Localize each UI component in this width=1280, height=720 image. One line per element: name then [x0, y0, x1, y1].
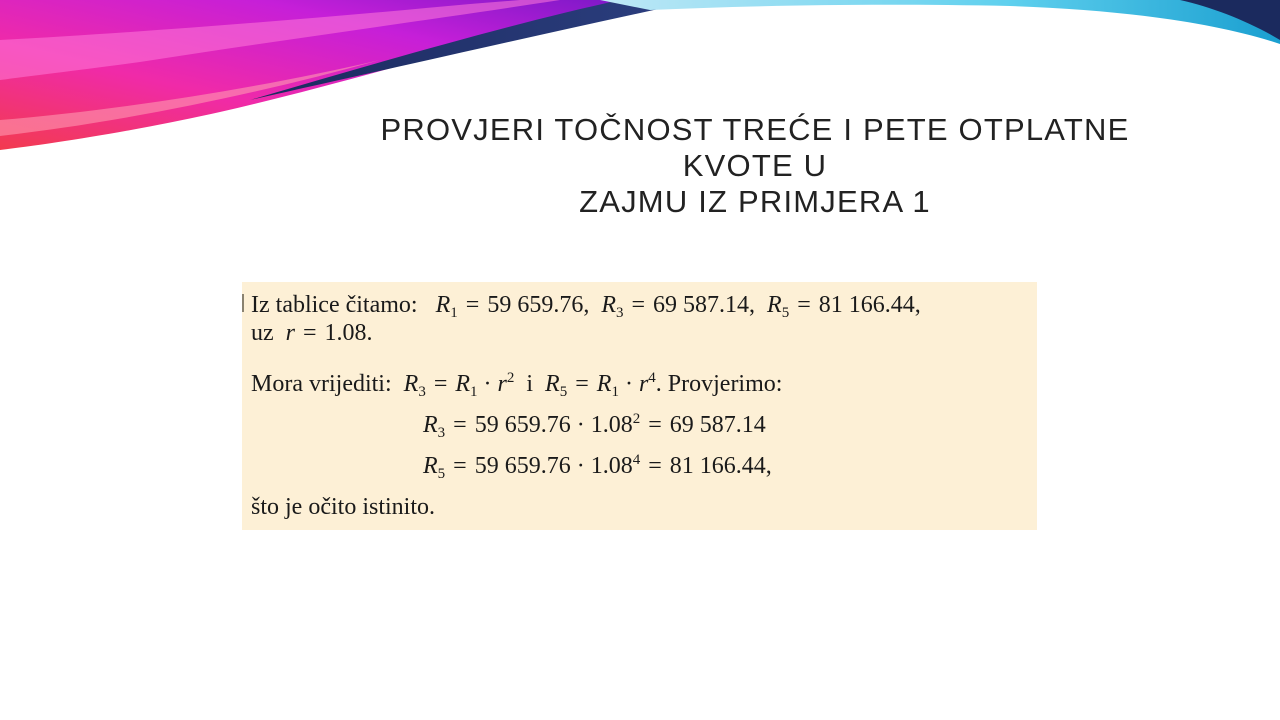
eq1-exponent: 2	[632, 411, 641, 427]
r1-variable: R	[435, 292, 451, 318]
rate-value: 1.08	[324, 320, 367, 346]
r3-value: 69 587.14	[653, 292, 750, 318]
equation-r5: $R_5 = 59$ $659.76 \cdot 1.08^4 = 81$ 166.44,	[423, 452, 772, 482]
intro-text: Iz tablice čitamo:	[251, 292, 418, 318]
eq1-factor: 1.08	[590, 412, 633, 438]
exponent-2: 2	[506, 370, 515, 386]
condition-line: Mora vrijediti: $R_3 = R_1 \cdot r^2$ i $R_5 = R_1 \cdot r^4$. Provjerimo:	[251, 370, 783, 400]
eq1-variable: R	[423, 412, 438, 438]
exponent-4: 4	[648, 370, 656, 386]
eq2-result: 81 166.44,	[669, 453, 772, 479]
r5-variable: R	[767, 292, 782, 318]
eq2-base: 59 659.76	[474, 453, 571, 479]
eq2-factor: 1.08	[590, 453, 633, 479]
box-edge-mark	[242, 294, 244, 312]
eq1-result: 69 587.14	[669, 412, 766, 438]
rate-line: uz r = 1.08.	[251, 320, 373, 346]
r1-value: 59 659.76	[487, 292, 584, 318]
r5-subscript: 5	[781, 305, 790, 321]
rate-variable: r	[285, 320, 295, 346]
solution-box	[242, 282, 1037, 530]
r3-variable: R	[601, 292, 616, 318]
eq1-base: 59 659.76	[474, 412, 571, 438]
condition-intro: Mora vrijediti:	[251, 371, 392, 397]
slide-title-line-2: ZAJMU IZ PRIMJERA 1	[579, 184, 931, 219]
equation-r3: $R_3 = 59$ $659.76 \cdot 1.08^2 = 69$ 587.14	[423, 411, 766, 441]
condition-outro: . Provjerimo:	[655, 371, 783, 397]
r3-subscript: 3	[615, 305, 624, 321]
eq2-subscript: 5	[437, 466, 446, 482]
r1-subscript: 1	[450, 305, 458, 321]
uz-text: uz	[251, 320, 274, 346]
slide-title	[330, 112, 1180, 220]
r5-value: 81 166.44	[818, 292, 915, 318]
table-values-line: Iz tablice čitamo: $R_1 = 59$ 659.76, $R_3 = 69$ 587.14, $R_5 = 81$ 166.44,	[251, 292, 921, 321]
eq2-exponent: 4	[632, 452, 641, 468]
conclusion-text: što je očito istinito.	[251, 494, 435, 520]
eq1-subscript: 3	[437, 425, 446, 441]
and-word: i	[526, 371, 534, 397]
eq2-variable: R	[423, 453, 438, 479]
slide-title-line-1: PROVJERI TOČNOST TREĆE I PETE OTPLATNE KVOTE U	[380, 112, 1130, 183]
